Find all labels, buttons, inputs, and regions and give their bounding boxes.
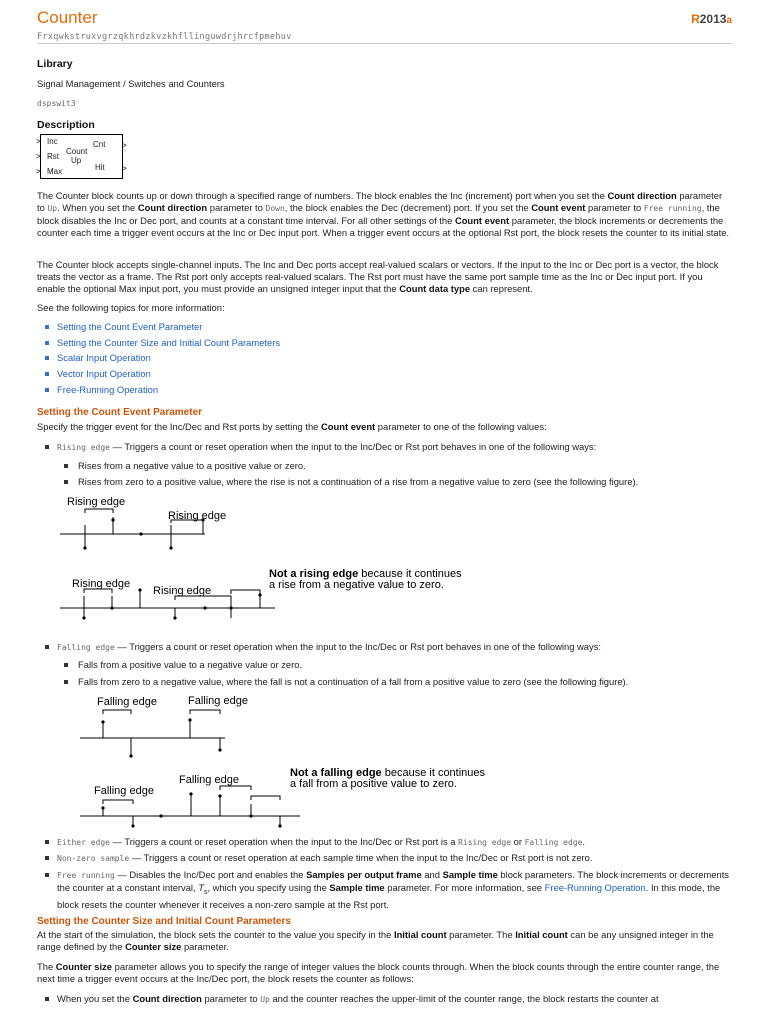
description-para-1: The Counter block counts up or down through a specified range of numbers. The block enables the Inc (increment) port when you set the Count direction parameter to Up. When you set the Count direction parameter to Down, the block enables the Dec (decrement) port. If you set the Count event parameter to Free running, the block disables the Inc or Dec port, and counts at a constant time interval. For all other settings of the Count event parameter, the block increments or decrements the counter each time a trigger event occurs at the Inc or Dec input port. When a trigger event occurs at the optional Rst port, the block resets the counter to its initial state.: [37, 190, 730, 238]
svg-text:Falling edge: Falling edge: [94, 785, 154, 797]
list-item: Rises from zero to a positive value, where the rise is not a continuation of a rise from a negative value to zero (see the following figure).: [64, 476, 738, 488]
port-inc: Inc: [47, 137, 58, 146]
list-item-falling-edge: Falling edge — Triggers a count or reset operation when the input to the Inc/Dec or Rst port behaves in one of the following ways:: [45, 641, 737, 654]
svg-text:a rise from a negative value t: a rise from a negative value to zero.: [269, 579, 444, 591]
page-subtitle: Frxqwkstruxvgrzqkhrdzkvzkhfllinguwdrjhrcfpmehuv: [37, 32, 292, 42]
header-divider: [37, 43, 732, 44]
release-badge: R2013a: [691, 12, 732, 26]
svg-text:Not a falling edge because it: Not a falling edge because it continues: [290, 767, 486, 779]
svg-text:Rising edge: Rising edge: [67, 496, 126, 508]
svg-text:Rising edge: Rising edge: [153, 585, 212, 597]
topic-link[interactable]: Vector Input Operation: [45, 368, 280, 384]
port-hit: Hit: [95, 163, 105, 172]
counter-size-para-2: The Counter size parameter allows you to specify the range of integer values the block counts through. When the block counts through the entire counter range, the next time a trigger event occurs at the Inc/Dec port, the block resets the counter as follows:: [37, 961, 720, 984]
port-rst: Rst: [47, 152, 59, 161]
list-item-either-edge: Either edge — Triggers a count or reset operation when the input to the Inc/Dec or Rst port is a Rising edge or Falling edge.: [45, 836, 737, 849]
list-item-count-up: When you set the Count direction parameter to Up and the counter reaches the upper-limit of the counter range, the block restarts the counter at: [45, 993, 737, 1006]
svg-text:Falling edge: Falling edge: [188, 695, 248, 707]
list-item: Falls from a positive value to a negative value or zero.: [64, 659, 738, 671]
counter-size-para-1: At the start of the simulation, the block sets the counter to the value you specify in the Initial count parameter. The Initial count can be any unsigned integer in the range defined by the Counter size parameter.: [37, 929, 714, 952]
rising-edge-figure: [55, 490, 505, 620]
library-block-name: dspswit3: [37, 99, 76, 108]
block-label-count: Count: [66, 147, 88, 156]
section-heading-count-event: Setting the Count Event Parameter: [37, 407, 203, 418]
block-label-up: Up: [71, 156, 82, 165]
svg-text:Rising edge: Rising edge: [72, 578, 131, 590]
falling-edge-figure: [75, 690, 525, 830]
svg-text:Not a rising edge because it c: Not a rising edge because it continues: [269, 568, 462, 580]
topic-link[interactable]: Free-Running Operation: [45, 384, 280, 400]
svg-text:Falling edge: Falling edge: [97, 696, 157, 708]
port-cnt: Cnt: [93, 140, 106, 149]
library-path: Signal Management / Switches and Counters: [37, 78, 225, 89]
inline-link[interactable]: Free-Running Operation: [544, 882, 646, 893]
topic-link[interactable]: Scalar Input Operation: [45, 352, 280, 368]
list-item-free-running: Free running — Disables the Inc/Dec port and enables the Samples per output frame and Sample time block parameters. The block increments or decrements the counter at a constant interval, $T_s$, which you specify using the Sample time parameter. For more information, see Free-Running Operation. In this mode, the block resets the counter whenever it receives a non-zero sample at the Rst port.: [45, 869, 737, 911]
list-item-rising-edge: Rising edge — Triggers a count or reset operation when the input to the Inc/Dec or Rst port behaves in one of the following ways:: [45, 441, 737, 454]
description-para-2: The Counter block accepts single-channel inputs. The Inc and Dec ports accept real-valued scalars or vectors. If the input to the Inc or Dec port is a vector, the block treats the vector as a frame. The Rst port only accepts real-valued scalars. The Rst port must have the same port sample time as the Inc or Dec input port. If you enable the optional Max input port, you must provide an unsigned integer input that the Count data type can represent.: [37, 259, 719, 294]
page-title: Counter: [37, 8, 98, 27]
library-heading: Library: [37, 58, 73, 70]
description-para-3: See the following topics for more information:: [37, 302, 225, 313]
description-heading: Description: [37, 119, 95, 131]
svg-text:a fall from a positive value t: a fall from a positive value to zero.: [290, 778, 457, 790]
svg-text:Falling edge: Falling edge: [179, 774, 239, 786]
topic-list: [45, 321, 280, 399]
topic-link[interactable]: Setting the Counter Size and Initial Count Parameters: [45, 337, 280, 353]
list-item: Falls from zero to a negative value, where the fall is not a continuation of a fall from a positive value to zero (see the following figure).: [64, 676, 738, 688]
topic-link[interactable]: Setting the Count Event Parameter: [45, 321, 280, 337]
section-heading-counter-size: Setting the Counter Size and Initial Count Parameters: [37, 916, 291, 927]
list-item-non-zero-sample: Non-zero sample — Triggers a count or reset operation at each sample time when the input to the Inc/Dec or Rst port is not zero.: [45, 852, 737, 865]
svg-text:Rising edge: Rising edge: [168, 510, 227, 522]
list-item: Rises from a negative value to a positive value or zero.: [64, 460, 738, 472]
count-event-intro: Specify the trigger event for the Inc/Dec and Rst ports by setting the Count event parameter to one of the following values:: [37, 421, 547, 432]
port-max: Max: [47, 167, 63, 176]
